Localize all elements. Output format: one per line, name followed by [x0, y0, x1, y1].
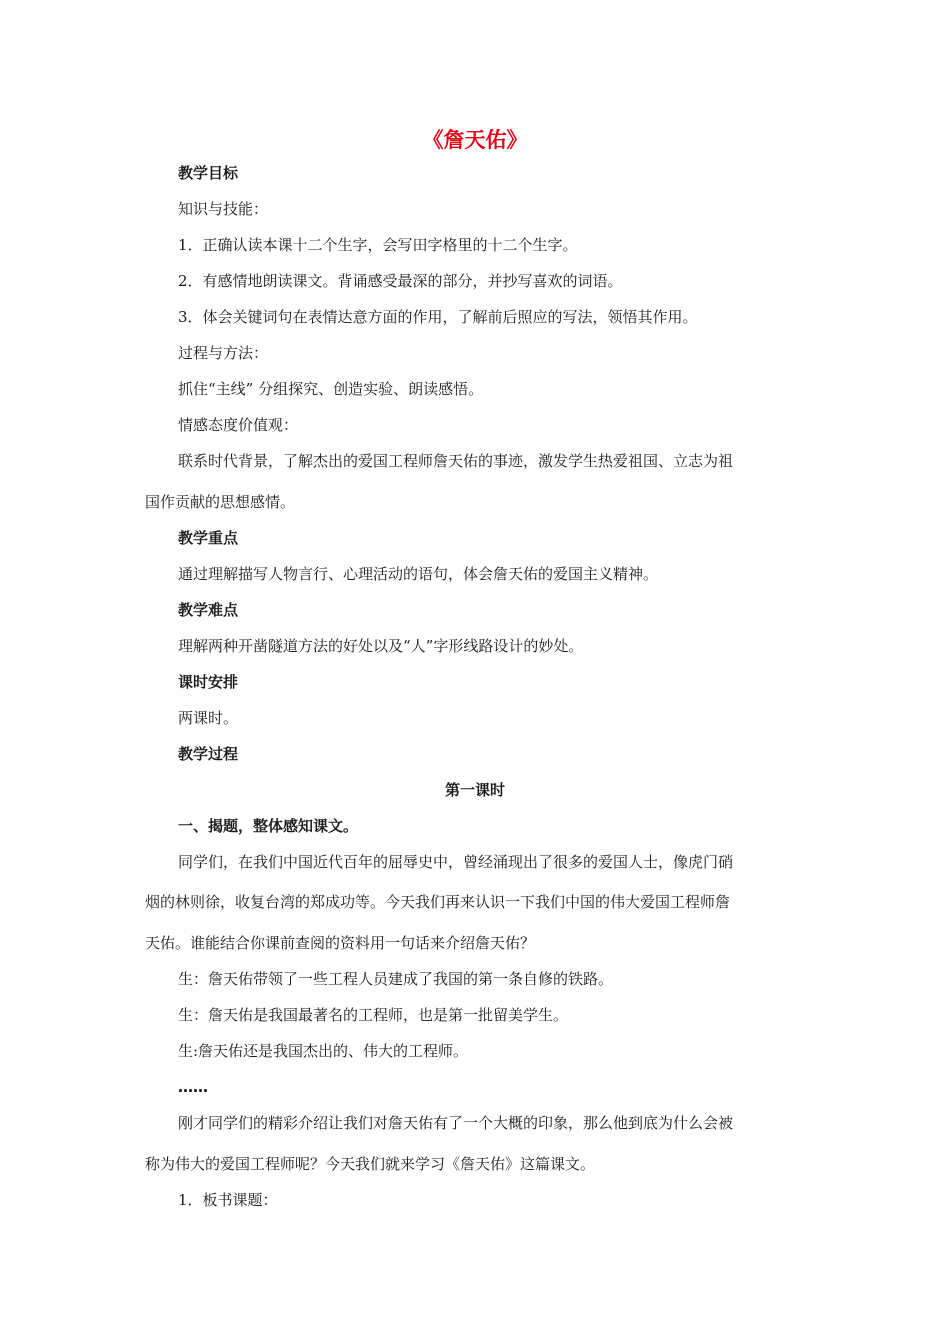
section-heading: 教学重点	[178, 529, 239, 547]
section-heading: 教学过程	[178, 745, 239, 763]
paragraph-continuation: 称为伟大的爱国工程师呢？今天我们就来学习《詹天佑》这篇课文。	[145, 1155, 596, 1173]
paragraph: 通过理解描写人物言行、心理活动的语句，体会詹天佑的爱国主义精神。	[178, 565, 659, 583]
lesson-heading: 第一课时	[444, 781, 505, 799]
paragraph: 抓住“主线” 分组探究、创造实验、朗读感悟。	[178, 380, 484, 398]
section-heading: 课时安排	[178, 673, 239, 691]
section-heading: 教学难点	[178, 601, 239, 619]
paragraph: 1．板书课题：	[178, 1191, 278, 1209]
paragraph-continuation: 国作贡献的思想感情。	[145, 493, 296, 511]
paragraph: 1．正确认读本课十二个生字，会写田字格里的十二个生字。	[178, 236, 578, 254]
ellipsis: ……	[178, 1078, 208, 1096]
subheading: 情感态度价值观：	[178, 416, 299, 434]
paragraph: 两课时。	[178, 709, 239, 727]
paragraph: 3．体会关键词句在表情达意方面的作用，了解前后照应的写法，领悟其作用。	[178, 308, 698, 326]
student-answer: 生：詹天佑是我国最著名的工程师，也是第一批留美学生。	[178, 1006, 569, 1024]
section-heading: 教学目标	[178, 164, 239, 182]
student-answer: 生：詹天佑带领了一些工程人员建成了我国的第一条自修的铁路。	[178, 970, 614, 988]
subheading: 知识与技能：	[178, 200, 269, 218]
paragraph-continuation: 烟的林则徐，收复台湾的郑成功等。今天我们再来认识一下我们中国的伟大爱国工程师詹	[145, 893, 731, 911]
paragraph: 理解两种开凿隧道方法的好处以及“人”字形线路设计的妙处。	[178, 637, 584, 655]
paragraph: 同学们，在我们中国近代百年的屈辱史中，曾经涌现出了很多的爱国人士，像虎门硝	[178, 853, 734, 871]
paragraph: 联系时代背景，了解杰出的爱国工程师詹天佑的事迹，激发学生热爱祖国、立志为祖	[178, 452, 734, 470]
paragraph: 2．有感情地朗读课文。背诵感受最深的部分，并抄写喜欢的词语。	[178, 272, 623, 290]
paragraph: 刚才同学们的精彩介绍让我们对詹天佑有了一个大概的印象，那么他到底为什么会被	[178, 1114, 734, 1132]
student-answer: 生:詹天佑还是我国杰出的、伟大的工程师。	[178, 1042, 469, 1060]
paragraph-continuation: 天佑。谁能结合你课前查阅的资料用一句话来介绍詹天佑？	[145, 934, 536, 952]
subheading: 过程与方法：	[178, 344, 269, 362]
document-title: 《詹天佑》	[422, 128, 528, 152]
step-heading: 一、揭题，整体感知课文。	[178, 817, 359, 835]
